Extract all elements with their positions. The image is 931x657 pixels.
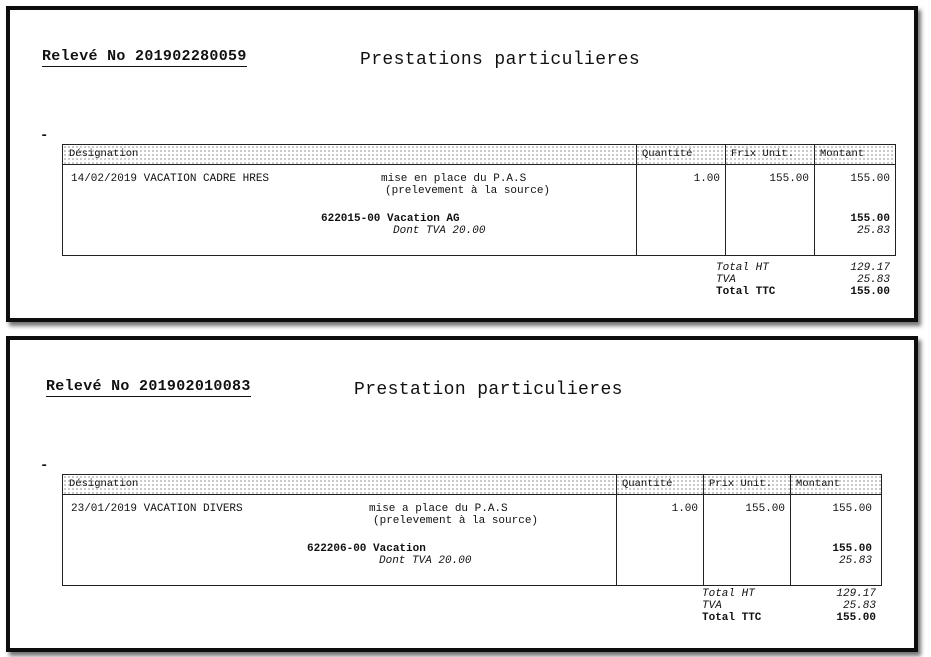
row-sub-montant: 155.00 xyxy=(850,213,890,225)
row-prix: 155.00 xyxy=(745,503,785,515)
header-prix: Frix Unit. xyxy=(725,145,814,165)
statement-panel-1 xyxy=(6,6,918,322)
total-tva-value: 25.83 xyxy=(842,600,876,612)
total-ttc-value: 155.00 xyxy=(850,286,890,298)
dash-mark: - xyxy=(40,458,49,474)
header-quantite: Quantité xyxy=(636,145,725,165)
row-prix: 155.00 xyxy=(769,173,809,185)
total-tva-value: 25.83 xyxy=(856,274,890,286)
row-tva-label: Dont TVA 20.00 xyxy=(379,555,472,567)
invoice-table xyxy=(62,474,882,586)
total-ttc-label: Total TTC xyxy=(702,612,762,624)
row-date-label: 23/01/2019 VACATION DIVERS xyxy=(71,503,243,515)
header-quantite: Quantité xyxy=(616,475,703,495)
row-sub-tva: 25.83 xyxy=(856,225,890,237)
total-ht-value: 129.17 xyxy=(836,588,876,600)
total-ht-value: 129.17 xyxy=(850,262,890,274)
column-divider xyxy=(636,145,637,255)
row-montant: 155.00 xyxy=(832,503,872,515)
total-ht-label: Total HT xyxy=(702,588,755,600)
total-ht-label: Total HT xyxy=(716,262,769,274)
header-prix: Prix Unit. xyxy=(703,475,790,495)
column-divider xyxy=(725,145,726,255)
row-date-label: 14/02/2019 VACATION CADRE HRES xyxy=(71,173,270,185)
column-divider xyxy=(814,145,815,255)
header-montant: Montant xyxy=(814,145,895,165)
header-designation: Désignation xyxy=(63,475,616,495)
dash-mark: - xyxy=(40,128,49,144)
row-note-line1: mise a place du P.A.S xyxy=(369,503,508,515)
row-note-line1: mise en place du P.A.S xyxy=(381,173,527,185)
total-ttc-value: 155.00 xyxy=(836,612,876,624)
column-divider xyxy=(790,475,791,585)
invoice-table xyxy=(62,144,896,256)
row-montant: 155.00 xyxy=(850,173,890,185)
row-quantite: 1.00 xyxy=(671,503,698,515)
statement-panel-2 xyxy=(6,336,918,652)
header-designation: Désignation xyxy=(63,145,636,165)
row-code-label: 622015-00 Vacation AG xyxy=(321,213,460,225)
statement-title: Prestations particulieres xyxy=(360,50,641,70)
column-divider xyxy=(616,475,617,585)
total-tva-label: TVA xyxy=(716,274,736,286)
column-divider xyxy=(703,475,704,585)
row-tva-label: Dont TVA 20.00 xyxy=(393,225,486,237)
row-note-line2: (prelevement à la source) xyxy=(385,185,551,197)
statement-reference: Relevé No 201902280059 xyxy=(42,48,247,65)
row-quantite: 1.00 xyxy=(693,173,720,185)
total-tva-label: TVA xyxy=(702,600,722,612)
total-ttc-label: Total TTC xyxy=(716,286,776,298)
row-code-label: 622206-00 Vacation xyxy=(307,543,426,555)
row-sub-montant: 155.00 xyxy=(832,543,872,555)
row-sub-tva: 25.83 xyxy=(838,555,872,567)
header-montant: Montant xyxy=(790,475,881,495)
row-note-line2: (prelevement à la source) xyxy=(373,515,539,527)
statement-title: Prestation particulieres xyxy=(354,380,623,400)
statement-reference: Relevé No 201902010083 xyxy=(46,378,251,395)
